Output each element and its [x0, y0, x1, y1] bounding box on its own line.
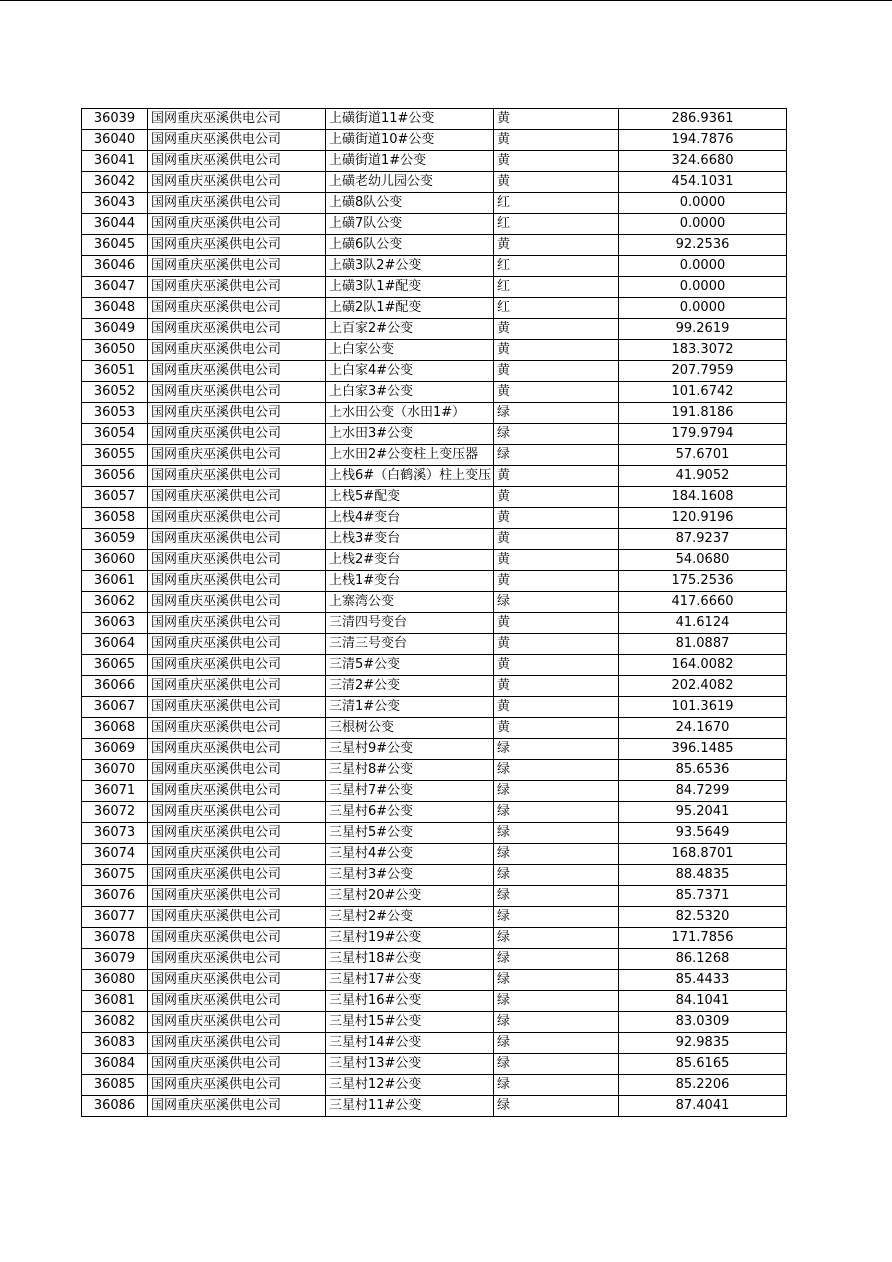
status-level-cell: 黄	[494, 487, 619, 508]
station-name-cell: 三星村11#公变	[326, 1096, 494, 1117]
value-cell: 183.3072	[619, 340, 787, 361]
company-cell: 国网重庆巫溪供电公司	[148, 907, 326, 928]
table-row	[82, 445, 787, 466]
value-cell: 171.7856	[619, 928, 787, 949]
row-id-cell: 36041	[82, 151, 148, 172]
table-row	[82, 718, 787, 739]
value-cell: 99.2619	[619, 319, 787, 340]
row-id-cell: 36060	[82, 550, 148, 571]
row-id-cell: 36079	[82, 949, 148, 970]
row-id-cell: 36056	[82, 466, 148, 487]
station-name-cell: 三星村9#公变	[326, 739, 494, 760]
station-name-cell: 上磺3队2#公变	[326, 256, 494, 277]
table-row	[82, 802, 787, 823]
row-id-cell: 36052	[82, 382, 148, 403]
table-row	[82, 1012, 787, 1033]
company-cell: 国网重庆巫溪供电公司	[148, 529, 326, 550]
value-cell: 101.6742	[619, 382, 787, 403]
value-cell: 85.6165	[619, 1054, 787, 1075]
status-level-cell: 绿	[494, 823, 619, 844]
station-name-cell: 三星村20#公变	[326, 886, 494, 907]
station-name-cell: 上白家公变	[326, 340, 494, 361]
table-row	[82, 466, 787, 487]
station-name-cell: 上磺3队1#配变	[326, 277, 494, 298]
status-level-cell: 绿	[494, 1033, 619, 1054]
value-cell: 85.7371	[619, 886, 787, 907]
station-name-cell: 上水田3#公变	[326, 424, 494, 445]
table-row	[82, 676, 787, 697]
station-name-cell: 三星村7#公变	[326, 781, 494, 802]
status-level-cell: 黄	[494, 613, 619, 634]
station-name-cell: 三清四号变台	[326, 613, 494, 634]
row-id-cell: 36070	[82, 760, 148, 781]
company-cell: 国网重庆巫溪供电公司	[148, 487, 326, 508]
value-cell: 286.9361	[619, 109, 787, 130]
value-cell: 82.5320	[619, 907, 787, 928]
table-row	[82, 823, 787, 844]
station-name-cell: 上栈2#变台	[326, 550, 494, 571]
status-level-cell: 绿	[494, 1012, 619, 1033]
company-cell: 国网重庆巫溪供电公司	[148, 340, 326, 361]
row-id-cell: 36066	[82, 676, 148, 697]
status-level-cell: 绿	[494, 403, 619, 424]
station-name-cell: 上磺8队公变	[326, 193, 494, 214]
station-name-cell: 三星村8#公变	[326, 760, 494, 781]
value-cell: 92.9835	[619, 1033, 787, 1054]
row-id-cell: 36039	[82, 109, 148, 130]
station-name-cell: 上栈1#变台	[326, 571, 494, 592]
table-row	[82, 256, 787, 277]
table-row	[82, 1033, 787, 1054]
table-row	[82, 991, 787, 1012]
status-level-cell: 绿	[494, 928, 619, 949]
value-cell: 194.7876	[619, 130, 787, 151]
station-name-cell: 上水田公变（水田1#）	[326, 403, 494, 424]
company-cell: 国网重庆巫溪供电公司	[148, 571, 326, 592]
company-cell: 国网重庆巫溪供电公司	[148, 214, 326, 235]
table-row	[82, 298, 787, 319]
station-name-cell: 三星村16#公变	[326, 991, 494, 1012]
value-cell: 85.2206	[619, 1075, 787, 1096]
table-row	[82, 424, 787, 445]
status-level-cell: 黄	[494, 718, 619, 739]
status-level-cell: 黄	[494, 466, 619, 487]
table-row	[82, 1054, 787, 1075]
value-cell: 168.8701	[619, 844, 787, 865]
row-id-cell: 36073	[82, 823, 148, 844]
station-name-cell: 三星村19#公变	[326, 928, 494, 949]
station-name-cell: 三清三号变台	[326, 634, 494, 655]
company-cell: 国网重庆巫溪供电公司	[148, 256, 326, 277]
company-cell: 国网重庆巫溪供电公司	[148, 991, 326, 1012]
company-cell: 国网重庆巫溪供电公司	[148, 550, 326, 571]
company-cell: 国网重庆巫溪供电公司	[148, 865, 326, 886]
table-row	[82, 613, 787, 634]
value-cell: 83.0309	[619, 1012, 787, 1033]
row-id-cell: 36080	[82, 970, 148, 991]
row-id-cell: 36065	[82, 655, 148, 676]
status-level-cell: 绿	[494, 1096, 619, 1117]
company-cell: 国网重庆巫溪供电公司	[148, 844, 326, 865]
row-id-cell: 36051	[82, 361, 148, 382]
row-id-cell: 36055	[82, 445, 148, 466]
row-id-cell: 36076	[82, 886, 148, 907]
row-id-cell: 36054	[82, 424, 148, 445]
status-level-cell: 红	[494, 298, 619, 319]
table-row	[82, 193, 787, 214]
station-name-cell: 上磺2队1#配变	[326, 298, 494, 319]
value-cell: 179.9794	[619, 424, 787, 445]
status-level-cell: 黄	[494, 571, 619, 592]
company-cell: 国网重庆巫溪供电公司	[148, 718, 326, 739]
value-cell: 95.2041	[619, 802, 787, 823]
company-cell: 国网重庆巫溪供电公司	[148, 361, 326, 382]
station-name-cell: 上水田2#公变柱上变压器	[326, 445, 494, 466]
row-id-cell: 36053	[82, 403, 148, 424]
status-level-cell: 绿	[494, 844, 619, 865]
station-name-cell: 上磺7队公变	[326, 214, 494, 235]
row-id-cell: 36063	[82, 613, 148, 634]
table-row	[82, 361, 787, 382]
row-id-cell: 36058	[82, 508, 148, 529]
station-name-cell: 三星村6#公变	[326, 802, 494, 823]
value-cell: 164.0082	[619, 655, 787, 676]
company-cell: 国网重庆巫溪供电公司	[148, 697, 326, 718]
status-level-cell: 绿	[494, 760, 619, 781]
row-id-cell: 36057	[82, 487, 148, 508]
value-cell: 417.6660	[619, 592, 787, 613]
row-id-cell: 36040	[82, 130, 148, 151]
value-cell: 87.9237	[619, 529, 787, 550]
status-level-cell: 黄	[494, 109, 619, 130]
status-level-cell: 绿	[494, 739, 619, 760]
station-name-cell: 三星村15#公变	[326, 1012, 494, 1033]
table-row	[82, 970, 787, 991]
company-cell: 国网重庆巫溪供电公司	[148, 781, 326, 802]
row-id-cell: 36061	[82, 571, 148, 592]
status-level-cell: 黄	[494, 655, 619, 676]
company-cell: 国网重庆巫溪供电公司	[148, 109, 326, 130]
value-cell: 0.0000	[619, 214, 787, 235]
status-level-cell: 绿	[494, 424, 619, 445]
station-name-cell: 三星村5#公变	[326, 823, 494, 844]
table-row	[82, 739, 787, 760]
table-row	[82, 886, 787, 907]
station-name-cell: 上寨湾公变	[326, 592, 494, 613]
status-level-cell: 绿	[494, 886, 619, 907]
value-cell: 0.0000	[619, 298, 787, 319]
status-level-cell: 黄	[494, 151, 619, 172]
status-level-cell: 绿	[494, 1075, 619, 1096]
table-row	[82, 571, 787, 592]
station-name-cell: 三星村13#公变	[326, 1054, 494, 1075]
row-id-cell: 36083	[82, 1033, 148, 1054]
value-cell: 207.7959	[619, 361, 787, 382]
row-id-cell: 36074	[82, 844, 148, 865]
table-row	[82, 634, 787, 655]
value-cell: 184.1608	[619, 487, 787, 508]
value-cell: 54.0680	[619, 550, 787, 571]
company-cell: 国网重庆巫溪供电公司	[148, 466, 326, 487]
company-cell: 国网重庆巫溪供电公司	[148, 928, 326, 949]
station-name-cell: 上栈5#配变	[326, 487, 494, 508]
row-id-cell: 36072	[82, 802, 148, 823]
row-id-cell: 36064	[82, 634, 148, 655]
status-level-cell: 绿	[494, 907, 619, 928]
station-name-cell: 上百家2#公变	[326, 319, 494, 340]
company-cell: 国网重庆巫溪供电公司	[148, 739, 326, 760]
value-cell: 24.1670	[619, 718, 787, 739]
company-cell: 国网重庆巫溪供电公司	[148, 151, 326, 172]
table-row	[82, 319, 787, 340]
status-level-cell: 绿	[494, 970, 619, 991]
company-cell: 国网重庆巫溪供电公司	[148, 424, 326, 445]
station-name-cell: 三星村2#公变	[326, 907, 494, 928]
row-id-cell: 36047	[82, 277, 148, 298]
company-cell: 国网重庆巫溪供电公司	[148, 760, 326, 781]
table-row	[82, 592, 787, 613]
status-level-cell: 红	[494, 214, 619, 235]
status-level-cell: 黄	[494, 319, 619, 340]
status-level-cell: 绿	[494, 949, 619, 970]
value-cell: 0.0000	[619, 277, 787, 298]
company-cell: 国网重庆巫溪供电公司	[148, 277, 326, 298]
status-level-cell: 黄	[494, 508, 619, 529]
status-level-cell: 红	[494, 256, 619, 277]
value-cell: 84.1041	[619, 991, 787, 1012]
row-id-cell: 36042	[82, 172, 148, 193]
company-cell: 国网重庆巫溪供电公司	[148, 970, 326, 991]
status-level-cell: 黄	[494, 529, 619, 550]
company-cell: 国网重庆巫溪供电公司	[148, 403, 326, 424]
row-id-cell: 36071	[82, 781, 148, 802]
station-name-cell: 上磺街道10#公变	[326, 130, 494, 151]
status-level-cell: 黄	[494, 235, 619, 256]
value-cell: 454.1031	[619, 172, 787, 193]
table-row	[82, 382, 787, 403]
station-name-cell: 三星村17#公变	[326, 970, 494, 991]
row-id-cell: 36048	[82, 298, 148, 319]
value-cell: 85.4433	[619, 970, 787, 991]
station-name-cell: 上白家4#公变	[326, 361, 494, 382]
status-level-cell: 黄	[494, 382, 619, 403]
company-cell: 国网重庆巫溪供电公司	[148, 508, 326, 529]
value-cell: 57.6701	[619, 445, 787, 466]
row-id-cell: 36086	[82, 1096, 148, 1117]
table-row	[82, 1096, 787, 1117]
station-name-cell: 上栈3#变台	[326, 529, 494, 550]
table-row	[82, 928, 787, 949]
value-cell: 84.7299	[619, 781, 787, 802]
status-level-cell: 红	[494, 193, 619, 214]
status-level-cell: 绿	[494, 781, 619, 802]
company-cell: 国网重庆巫溪供电公司	[148, 802, 326, 823]
value-cell: 41.6124	[619, 613, 787, 634]
table-body	[82, 109, 787, 1117]
company-cell: 国网重庆巫溪供电公司	[148, 235, 326, 256]
row-id-cell: 36068	[82, 718, 148, 739]
company-cell: 国网重庆巫溪供电公司	[148, 172, 326, 193]
row-id-cell: 36044	[82, 214, 148, 235]
company-cell: 国网重庆巫溪供电公司	[148, 886, 326, 907]
table-row	[82, 697, 787, 718]
station-name-cell: 三清5#公变	[326, 655, 494, 676]
station-name-cell: 上白家3#公变	[326, 382, 494, 403]
status-level-cell: 绿	[494, 1054, 619, 1075]
table-row	[82, 340, 787, 361]
company-cell: 国网重庆巫溪供电公司	[148, 319, 326, 340]
status-level-cell: 绿	[494, 592, 619, 613]
row-id-cell: 36059	[82, 529, 148, 550]
row-id-cell: 36050	[82, 340, 148, 361]
table-row	[82, 1075, 787, 1096]
station-name-cell: 三星村12#公变	[326, 1075, 494, 1096]
company-cell: 国网重庆巫溪供电公司	[148, 445, 326, 466]
table-row	[82, 214, 787, 235]
row-id-cell: 36045	[82, 235, 148, 256]
value-cell: 191.8186	[619, 403, 787, 424]
company-cell: 国网重庆巫溪供电公司	[148, 298, 326, 319]
company-cell: 国网重庆巫溪供电公司	[148, 1075, 326, 1096]
table-row	[82, 949, 787, 970]
company-cell: 国网重庆巫溪供电公司	[148, 1054, 326, 1075]
table-row	[82, 508, 787, 529]
company-cell: 国网重庆巫溪供电公司	[148, 655, 326, 676]
row-id-cell: 36046	[82, 256, 148, 277]
table-row	[82, 550, 787, 571]
row-id-cell: 36081	[82, 991, 148, 1012]
value-cell: 175.2536	[619, 571, 787, 592]
company-cell: 国网重庆巫溪供电公司	[148, 634, 326, 655]
station-name-cell: 上磺6队公变	[326, 235, 494, 256]
company-cell: 国网重庆巫溪供电公司	[148, 1096, 326, 1117]
status-level-cell: 绿	[494, 802, 619, 823]
status-level-cell: 黄	[494, 697, 619, 718]
status-level-cell: 黄	[494, 550, 619, 571]
station-name-cell: 三星村4#公变	[326, 844, 494, 865]
table-row	[82, 844, 787, 865]
station-name-cell: 三根树公变	[326, 718, 494, 739]
status-level-cell: 黄	[494, 130, 619, 151]
status-level-cell: 绿	[494, 865, 619, 886]
status-level-cell: 黄	[494, 676, 619, 697]
value-cell: 396.1485	[619, 739, 787, 760]
row-id-cell: 36082	[82, 1012, 148, 1033]
table-row	[82, 760, 787, 781]
station-name-cell: 三星村18#公变	[326, 949, 494, 970]
value-cell: 81.0887	[619, 634, 787, 655]
station-name-cell: 三星村3#公变	[326, 865, 494, 886]
value-cell: 0.0000	[619, 193, 787, 214]
company-cell: 国网重庆巫溪供电公司	[148, 949, 326, 970]
row-id-cell: 36043	[82, 193, 148, 214]
company-cell: 国网重庆巫溪供电公司	[148, 1012, 326, 1033]
company-cell: 国网重庆巫溪供电公司	[148, 613, 326, 634]
status-level-cell: 黄	[494, 634, 619, 655]
value-cell: 93.5649	[619, 823, 787, 844]
value-cell: 88.4835	[619, 865, 787, 886]
company-cell: 国网重庆巫溪供电公司	[148, 823, 326, 844]
status-level-cell: 黄	[494, 340, 619, 361]
station-name-cell: 上栈6#（白鹤溪）柱上变压	[326, 466, 494, 487]
station-name-cell: 上磺老幼儿园公变	[326, 172, 494, 193]
value-cell: 87.4041	[619, 1096, 787, 1117]
table-row	[82, 487, 787, 508]
table-row	[82, 172, 787, 193]
table-row	[82, 151, 787, 172]
row-id-cell: 36069	[82, 739, 148, 760]
value-cell: 41.9052	[619, 466, 787, 487]
station-name-cell: 上磺街道11#公变	[326, 109, 494, 130]
table-row	[82, 130, 787, 151]
station-name-cell: 三星村14#公变	[326, 1033, 494, 1054]
company-cell: 国网重庆巫溪供电公司	[148, 676, 326, 697]
company-cell: 国网重庆巫溪供电公司	[148, 1033, 326, 1054]
company-cell: 国网重庆巫溪供电公司	[148, 130, 326, 151]
value-cell: 85.6536	[619, 760, 787, 781]
company-cell: 国网重庆巫溪供电公司	[148, 592, 326, 613]
row-id-cell: 36075	[82, 865, 148, 886]
company-cell: 国网重庆巫溪供电公司	[148, 193, 326, 214]
row-id-cell: 36049	[82, 319, 148, 340]
value-cell: 120.9196	[619, 508, 787, 529]
status-level-cell: 绿	[494, 991, 619, 1012]
status-level-cell: 黄	[494, 172, 619, 193]
table-row	[82, 529, 787, 550]
table-row	[82, 403, 787, 424]
station-name-cell: 上磺街道1#公变	[326, 151, 494, 172]
value-cell: 86.1268	[619, 949, 787, 970]
table-row	[82, 907, 787, 928]
row-id-cell: 36067	[82, 697, 148, 718]
row-id-cell: 36085	[82, 1075, 148, 1096]
table-row	[82, 235, 787, 256]
table-row	[82, 277, 787, 298]
row-id-cell: 36077	[82, 907, 148, 928]
row-id-cell: 36084	[82, 1054, 148, 1075]
status-level-cell: 黄	[494, 361, 619, 382]
status-level-cell: 红	[494, 277, 619, 298]
table-row	[82, 655, 787, 676]
company-cell: 国网重庆巫溪供电公司	[148, 382, 326, 403]
page-top-rule	[0, 0, 892, 1]
value-cell: 202.4082	[619, 676, 787, 697]
row-id-cell: 36062	[82, 592, 148, 613]
value-cell: 101.3619	[619, 697, 787, 718]
value-cell: 92.2536	[619, 235, 787, 256]
station-name-cell: 三清2#公变	[326, 676, 494, 697]
table-row	[82, 781, 787, 802]
data-table	[81, 108, 787, 1117]
table-row	[82, 865, 787, 886]
status-level-cell: 绿	[494, 445, 619, 466]
row-id-cell: 36078	[82, 928, 148, 949]
station-name-cell: 三清1#公变	[326, 697, 494, 718]
value-cell: 324.6680	[619, 151, 787, 172]
value-cell: 0.0000	[619, 256, 787, 277]
station-name-cell: 上栈4#变台	[326, 508, 494, 529]
table-row	[82, 109, 787, 130]
